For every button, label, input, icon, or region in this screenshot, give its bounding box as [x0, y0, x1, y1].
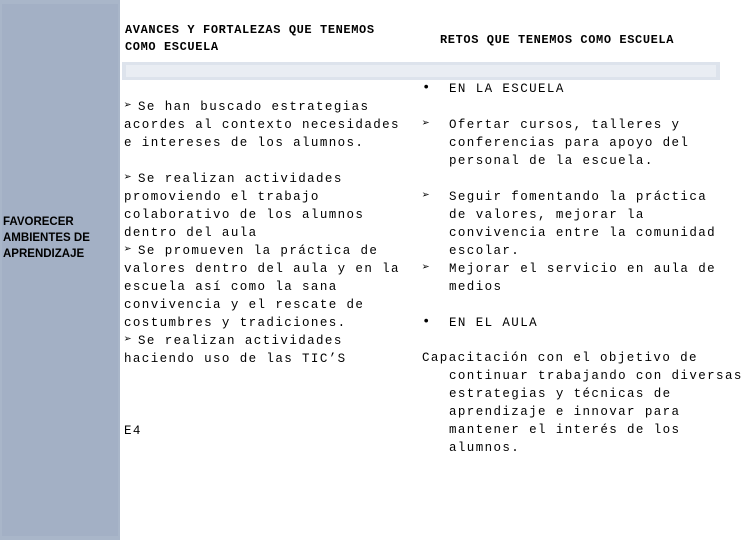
arrow-bullet-icon: ➢ [124, 170, 132, 185]
challenge-item-1: Ofertar cursos, talleres y conferencias para apoyo del personal de la escuela. [449, 118, 699, 168]
strength-footer: E4 [124, 424, 142, 438]
row-label: FAVORECER AMBIENTES DE APRENDIZAJE [3, 216, 90, 260]
header-strengths [122, 0, 416, 62]
section-classroom-title: EN EL AULA [449, 316, 539, 330]
challenges-column [418, 80, 743, 540]
classroom-challenge-text: Capacitación con el objetivo de continuar trabajando con diversas estrategias y técnicas de aprendizaje e innovar para mantener el interés de los alumnos. [422, 351, 743, 455]
arrow-bullet-icon: ➢ [124, 332, 132, 347]
challenge-item-3: Mejorar el servicio en aula de medios [449, 262, 725, 294]
section-school-title: EN LA ESCUELA [449, 82, 565, 96]
arrow-bullet-icon: ➢ [422, 116, 430, 131]
header-challenges [418, 0, 720, 62]
strength-item-1: Se han buscado estrategias acordes al contexto necesidades e intereses de los alumnos. [124, 100, 409, 150]
arrow-bullet-icon: ➢ [124, 242, 132, 257]
strength-item-2: Se realizan actividades promoviendo el trabajo colaborativo de los alumnos dentro del aula [124, 172, 374, 240]
arrow-bullet-icon: ➢ [422, 188, 430, 203]
strength-item-3: Se promueven la práctica de valores dentro del aula y en la escuela así como la sana convivencia y el rescate de costumbres y tradiciones. [124, 244, 409, 330]
strength-item-4: Se realizan actividades haciendo uso de las TIC’S [124, 334, 352, 366]
arrow-bullet-icon: ➢ [124, 98, 132, 113]
separator-band [122, 62, 720, 80]
arrow-bullet-icon: ➢ [422, 260, 430, 275]
bullet-dot-icon: • [422, 314, 431, 330]
table-header [122, 0, 720, 62]
left-panel [2, 4, 118, 536]
challenge-item-2: Seguir fomentando la práctica de valores, mejorar la convivencia entre la comunidad escolar. [449, 190, 725, 258]
header-challenges-text: RETOS QUE TENEMOS COMO ESCUELA [440, 33, 675, 47]
bullet-dot-icon: • [422, 80, 431, 96]
strengths-column [122, 80, 418, 540]
header-strengths-text: AVANCES Y FORTALEZAS QUE TENEMOS COMO ESCUELA [125, 23, 375, 54]
left-column [0, 0, 122, 540]
